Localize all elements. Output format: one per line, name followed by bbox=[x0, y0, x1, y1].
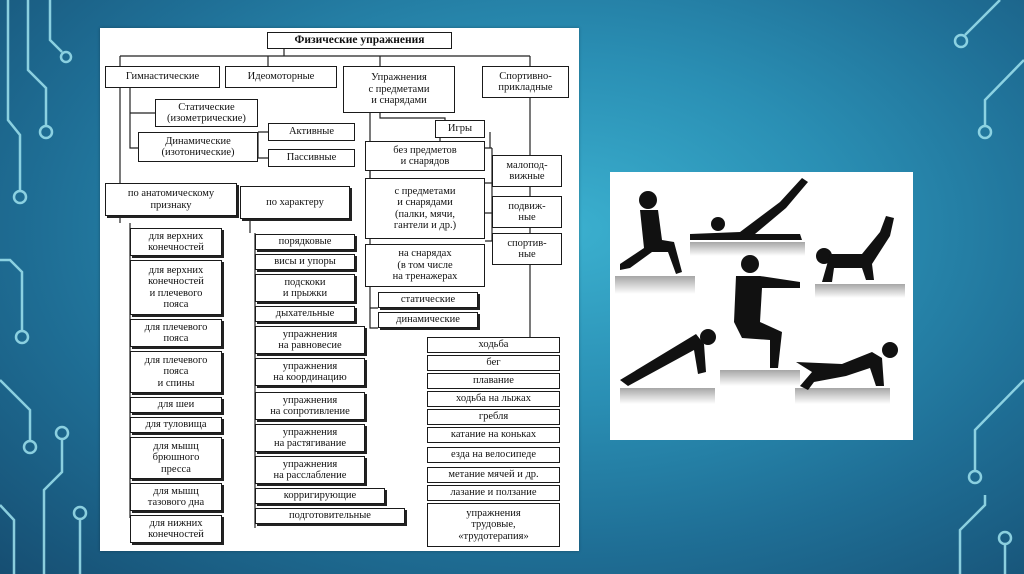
anatomy-item: для мышц тазового дна bbox=[130, 483, 222, 511]
applied-item: упражнения трудовые, «трудотерапия» bbox=[427, 503, 560, 547]
applied-item: ходьба bbox=[427, 337, 560, 353]
by-anatomy-label: по анатомическому признаку bbox=[105, 183, 237, 216]
character-item: подготовительные bbox=[255, 508, 405, 524]
games-on-apparatus: на снарядах (в том числе на тренажерах bbox=[365, 244, 485, 287]
category-gymnastic: Гимнастические bbox=[105, 66, 220, 88]
applied-item: плавание bbox=[427, 373, 560, 389]
diagram-title: Физические упражнения bbox=[267, 32, 452, 49]
exercise-classification-diagram bbox=[100, 28, 579, 551]
exercise-silhouettes-image bbox=[610, 172, 913, 440]
games-label: Игры bbox=[435, 120, 485, 138]
applied-item: лазание и ползание bbox=[427, 485, 560, 501]
type-static: Статические (изометрические) bbox=[155, 99, 258, 127]
type-dynamic: Динамические (изотонические) bbox=[138, 132, 258, 162]
character-item: упражнения на расслабление bbox=[255, 456, 365, 484]
anatomy-item: для верхних конечностей bbox=[130, 228, 222, 256]
category-sport-applied: Спортивно- прикладные bbox=[482, 66, 569, 98]
anatomy-item: для шеи bbox=[130, 397, 222, 413]
games-with-objects: с предметами и снарядами (палки, мячи, гантели и др.) bbox=[365, 178, 485, 239]
dynamic-passive: Пассивные bbox=[268, 149, 355, 167]
character-item: висы и упоры bbox=[255, 254, 355, 270]
applied-item: бег bbox=[427, 355, 560, 371]
applied-item: катание на коньках bbox=[427, 427, 560, 443]
games-no-objects: без предметов и снарядов bbox=[365, 141, 485, 171]
anatomy-item: для нижних конечностей bbox=[130, 515, 222, 543]
applied-item: гребля bbox=[427, 409, 560, 425]
character-item: корригирующие bbox=[255, 488, 385, 504]
character-item: упражнения на равновесие bbox=[255, 326, 365, 354]
anatomy-item: для плечевого пояса и спины bbox=[130, 351, 222, 393]
anatomy-item: для мышц брюшного пресса bbox=[130, 437, 222, 479]
character-item: упражнения на сопротивление bbox=[255, 392, 365, 420]
dynamic-active: Активные bbox=[268, 123, 355, 141]
static-item: статические bbox=[378, 292, 478, 308]
games-low-mobility: малопод- вижные bbox=[492, 155, 562, 187]
character-item: дыхательные bbox=[255, 306, 355, 322]
anatomy-item: для туловища bbox=[130, 417, 222, 433]
character-item: упражнения на растягивание bbox=[255, 424, 365, 452]
by-character-label: по характеру bbox=[240, 186, 350, 219]
character-item: порядковые bbox=[255, 234, 355, 250]
silhouettes-illustration bbox=[610, 172, 913, 440]
character-item: подскоки и прыжки bbox=[255, 274, 355, 302]
anatomy-item: для верхних конечностей и плечевого пояса bbox=[130, 260, 222, 315]
dynamic-item: динамические bbox=[378, 312, 478, 328]
category-with-objects: Упражнения с предметами и снарядами bbox=[343, 66, 455, 113]
applied-item: езда на велосипеде bbox=[427, 447, 560, 463]
anatomy-item: для плечевого пояса bbox=[130, 319, 222, 347]
games-sport: спортив- ные bbox=[492, 233, 562, 265]
games-mobile: подвиж- ные bbox=[492, 196, 562, 228]
applied-item: метание мячей и др. bbox=[427, 467, 560, 483]
category-ideomotor: Идеомоторные bbox=[225, 66, 337, 88]
applied-item: ходьба на лыжах bbox=[427, 391, 560, 407]
character-item: упражнения на координацию bbox=[255, 358, 365, 386]
